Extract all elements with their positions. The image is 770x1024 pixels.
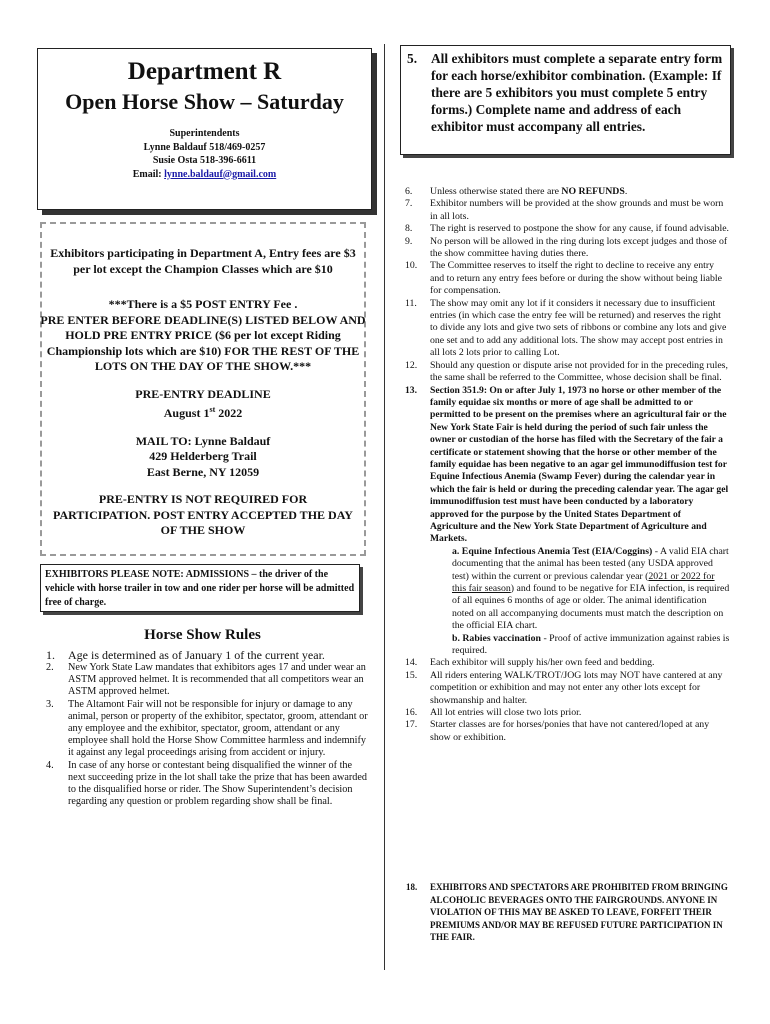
- contact-1: Lynne Baldauf 518/469-0257: [143, 141, 266, 153]
- rule-text: - A valid EIA chart documenting that the animal has been tested (any USDA approved test) within the current or previous calendar year (: [452, 545, 729, 582]
- email-label: Email:: [132, 168, 162, 180]
- rule-number: 6.: [405, 186, 413, 197]
- rule-text: New York State Law mandates that exhibitors ages 17 and under wear an ASTM approved helmet. It is recommended that all competitors wear an ASTM approved helmet.: [68, 662, 366, 698]
- deadline-date-year: 2022: [215, 406, 243, 420]
- email-line: [38, 168, 371, 182]
- rule-number: 9.: [405, 235, 413, 247]
- rule-18-list: [400, 881, 730, 944]
- rule-item: [400, 198, 730, 223]
- mail-to: MAIL TO: Lynne Baldauf: [135, 433, 271, 448]
- rule-number: 15.: [405, 669, 418, 681]
- rule-text: The Altamont Fair will not be responsible for injury or damage to any animal, person or property of the exhibitor, spectator, groom, attendant or any employee and the exhibitor, spectator, groom, attendant or any employee shall hold the Horse Show Committee harmless and indemnify it against any legal proceedings arising from accident or injury.: [68, 698, 368, 759]
- fair-season-years: 2021 or 2022 for this fair season: [452, 570, 715, 594]
- rule-number: 13.: [405, 384, 417, 396]
- right-rules-list: [400, 186, 730, 744]
- rule-number: 1.: [46, 648, 55, 662]
- rule-item: [400, 707, 730, 719]
- rule-item: [40, 760, 368, 809]
- rule-item: [400, 881, 730, 944]
- admissions-note: EXHIBITORS PLEASE NOTE: ADMISSIONS – the driver of the vehicle with horse trailer in tow and one rider per horse will be admitted free of charge.: [40, 564, 360, 612]
- rule-number: 18.: [406, 882, 418, 892]
- rule-text: All lot entries will close two lots prior.: [430, 707, 582, 719]
- rule-item: [400, 186, 730, 198]
- fees-text: Exhibitors participating in Department A, Entry fees are $3 per lot except the Champion Classes which are $10: [50, 246, 356, 276]
- department-title: Department R: [127, 58, 282, 85]
- deadline-date-month: August 1: [163, 406, 210, 420]
- rule-text: The right is reserved to postpone the show for any cause, if found advisable.: [430, 223, 729, 235]
- rule-number: 7.: [405, 198, 413, 210]
- rule-text: In case of any horse or contestant being disqualified the winner of the next succeeding prize in the lot shall take the prize that has been awarded to the disqualified horse or rider. The Show Superintendent’s decision regarding any question or problem regarding show shall be final.: [68, 759, 367, 808]
- rule-text: Age is determined as of January 1 of the current year.: [68, 648, 325, 662]
- rule-text: The show may omit any lot if it considers it necessary due to insufficient entries (in which case the entry fee will be returned) and reserves the right to divide any lots and give two sets of ribbons or combine any lots and give one set and to add any additional lots. The show may accept post entries in all lots 2 lots prior to calling Lot.: [430, 297, 727, 359]
- rule-text: EXHIBITORS AND SPECTATORS ARE PROHIBITED FROM BRINGING ALCOHOLIC BEVERAGES ONTO THE FAIRGROUNDS. ANYONE IN VIOLATION OF THIS MAY BE ASKED TO LEAVE, FORFEIT THEIR PREMIUMS AND/OR MAY BE REFUSED FUTURE PARTICIPATION IN THE FAIR.: [430, 882, 728, 943]
- rule-item: [400, 670, 730, 707]
- contact-2: Susie Osta 518-396-6611: [152, 155, 257, 166]
- rule-5-box: [400, 45, 731, 155]
- address-2: East Berne, NY 12059: [146, 464, 260, 479]
- rule-text: ) and found to be negative for EIA infection, is required of all equines 6 months of age or older. The animal identification noted on all accompanying documents must match the description on the official EIA chart.: [452, 583, 730, 632]
- rule-subitem-a: [400, 546, 730, 633]
- rule-subitem-b: [400, 633, 730, 658]
- rule-text: No person will be allowed in the ring during lots except judges and those of the show committee having duties there.: [430, 235, 728, 260]
- rule-item: [400, 223, 730, 235]
- rule-number: 11.: [405, 297, 417, 309]
- eia-test-label: a. Equine Infectious Anemia Test (EIA/Coggins): [452, 545, 653, 557]
- rule-text: The Committee reserves to itself the right to decline to receive any entry and to return any entry fees before or during the show without being liable for compensation.: [430, 260, 722, 297]
- pre-enter-text: PRE ENTER BEFORE DEADLINE(S) LISTED BELOW AND HOLD PRE ENTRY PRICE ($6 per lot except Riding Championship lots which are $10) FOR THE REST OF THE LOTS ON THE DAY OF THE SHOW.***: [40, 312, 366, 373]
- rule-item: [400, 657, 730, 669]
- rule-number: 8.: [405, 223, 413, 235]
- rule-item: [400, 260, 730, 297]
- deadline-label: PRE-ENTRY DEADLINE: [135, 386, 271, 401]
- rule-item: [400, 298, 730, 360]
- pre-entry-not-required: PRE-ENTRY IS NOT REQUIRED FOR PARTICIPATION. POST ENTRY ACCEPTED THE DAY OF THE SHOW: [53, 492, 353, 537]
- rule-text: All riders entering WALK/TROT/JOG lots may NOT have cantered at any competition or exhibition and may not enter any other lots except for showmanship and halter.: [430, 669, 723, 706]
- rule-text: Each exhibitor will supply his/her own feed and bedding.: [430, 657, 655, 669]
- rule-number: 5.: [407, 51, 418, 66]
- rule-text: Unless otherwise stated there are: [430, 186, 562, 197]
- rule-item: [400, 385, 730, 546]
- email-link[interactable]: lynne.baldauf@gmail.com: [164, 168, 277, 180]
- rule-number: 16.: [405, 707, 418, 719]
- rule-5-text: All exhibitors must complete a separate entry form for each horse/exhibitor combination. (Example: If there are 5 exhibitors you must complete 5 entry forms.) Complete name and address of each exhibitor must accompany all entries.: [431, 51, 723, 134]
- left-rules-list: [40, 648, 368, 808]
- column-divider: [384, 44, 385, 970]
- rabies-label: b. Rabies vaccination: [452, 632, 541, 644]
- rule-item: [400, 719, 730, 744]
- post-entry-fee: ***There is a $5 POST ENTRY Fee .: [108, 297, 298, 311]
- deadline-date-suffix: st: [209, 405, 216, 414]
- rule-number: 3.: [46, 698, 54, 710]
- rules-heading: Horse Show Rules: [144, 627, 261, 643]
- address-1: 429 Helderberg Trail: [149, 449, 257, 463]
- event-title: Open Horse Show – Saturday: [65, 89, 344, 114]
- rule-item: [40, 648, 368, 662]
- superintendents-label: Superintendents: [169, 128, 240, 139]
- rule-item: [40, 662, 368, 699]
- rule-item: [40, 699, 368, 760]
- rule-number: 10.: [405, 260, 418, 272]
- rule-item: [400, 360, 730, 385]
- rule-number: 4.: [46, 759, 54, 771]
- deadline-date: [42, 402, 364, 422]
- rule-text-end: .: [624, 186, 628, 197]
- rule-number: 14.: [405, 657, 418, 669]
- rule-text: Section 351.9: On or after July 1, 1973 no horse or other member of the family equidae six months or more of age shall be admitted to or permitted to be present on the premises where an agricultural fair or the New York State Fair is held during the period of such fair unless the owner or custodian of the horse has filed with the Secretary of the fair a certificate or statement showing that the horse or other member of the family equidae has been negative to an agar gel immunodiffusion test for Equine Infectious Anemia (Swamp Fever) during the calendar year in which the fair is held or during the preceding calendar year. The agar gel immunodiffusion test must have been conducted by a laboratory approved for the purpose by the United States Department of Agriculture and the New York State Department of Agriculture and Markets.: [430, 384, 729, 545]
- rule-number: 17.: [405, 719, 418, 731]
- fee-box: [40, 222, 366, 556]
- rule-item: [400, 236, 730, 261]
- rule-text: Starter classes are for horses/ponies that have not cantered/loped at any show or exhibition.: [430, 719, 710, 743]
- rule-text: - Proof of active immunization against rabies is required.: [452, 632, 730, 657]
- rule-number: 12.: [405, 359, 418, 371]
- no-refunds: NO REFUNDS: [561, 186, 625, 197]
- rule-text: Should any question or dispute arise not provided for in the preceding rules, the same shall be referred to the Committee, whose decision shall be final.: [430, 359, 728, 384]
- rule-number: 2.: [46, 662, 54, 673]
- title-box: [37, 48, 372, 210]
- rule-text: Exhibitor numbers will be provided at the show grounds and must be worn in all lots.: [430, 198, 724, 222]
